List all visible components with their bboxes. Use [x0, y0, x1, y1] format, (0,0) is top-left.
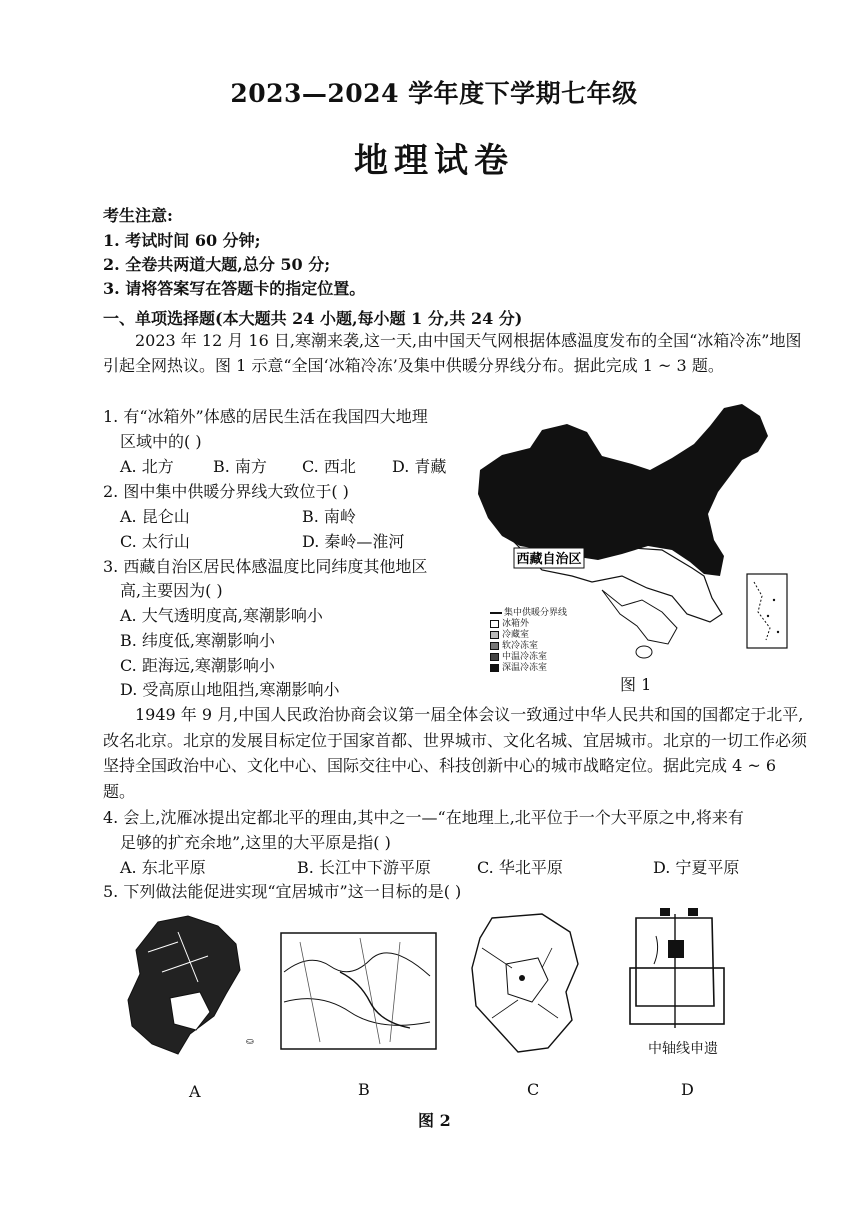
- notice-item: 1. 考试时间 60 分钟;: [103, 231, 261, 250]
- question-1-stem: 1. 有“冰箱外”体感的居民生活在我国四大地理: [103, 407, 428, 426]
- question-3-stem-cont: 高,主要因为( ): [120, 581, 223, 600]
- q4-option-b[interactable]: B. 长江中下游平原: [297, 858, 431, 877]
- legend-label: 深温冷冻室: [502, 663, 548, 673]
- fig2-label-a: A: [189, 1082, 201, 1101]
- q4-option-c[interactable]: C. 华北平原: [477, 858, 563, 877]
- figure-2-caption: 图 2: [418, 1111, 451, 1130]
- q4-option-d[interactable]: D. 宁夏平原: [653, 858, 740, 877]
- question-3-stem: 3. 西藏自治区居民体感温度比同纬度其他地区: [103, 557, 428, 576]
- question-4-stem: 4. 会上,沈雁冰提出定都北平的理由,其中之一—“在地理上,北平位于一个大平原之中,将来有: [103, 808, 744, 827]
- q1-option-a[interactable]: A. 北方: [120, 457, 174, 476]
- notice-item: 3. 请将答案写在答题卡的指定位置。: [103, 279, 366, 298]
- q1-option-d[interactable]: D. 青藏: [392, 457, 447, 476]
- q3-option-a[interactable]: A. 大气透明度高,寒潮影响小: [120, 606, 323, 625]
- q2-option-a[interactable]: A. 昆仑山: [120, 507, 190, 526]
- option-b-river-map[interactable]: [280, 932, 437, 1050]
- notice-heading: 考生注意:: [103, 206, 173, 225]
- q1-option-c[interactable]: C. 西北: [302, 457, 356, 476]
- tibet-region-label: 西藏自治区: [516, 552, 582, 567]
- legend-label: 冷藏室: [502, 630, 530, 640]
- exam-year-title: 2023—2024 学年度下学期七年级: [230, 79, 638, 108]
- section-heading: 一、单项选择题(本大题共 24 小题,每小题 1 分,共 24 分): [103, 309, 523, 328]
- material-paragraph-1: 2023 年 12 月 16 日,寒潮来袭,这一天,由中国天气网根据体感温度发布的全国“冰箱冷冻”地图引起全网热议。图 1 示意“全国‘冰箱冷冻’及集中供暖分界线分布。据此完成 1 ~ 3 题。: [103, 331, 802, 375]
- legend-label: 中温冷冻室: [502, 652, 548, 662]
- q2-option-d[interactable]: D. 秦岭—淮河: [302, 532, 405, 551]
- svg-text:⛀: ⛀: [246, 1037, 254, 1047]
- question-1-stem-cont: 区域中的( ): [120, 432, 202, 451]
- option-d-axis-map[interactable]: [600, 906, 750, 1036]
- q3-option-d[interactable]: D. 受高原山地阻挡,寒潮影响小: [120, 680, 340, 699]
- fig2-label-d: D: [681, 1080, 694, 1099]
- fig2-label-c: C: [527, 1080, 540, 1099]
- q1-option-b[interactable]: B. 南方: [213, 457, 267, 476]
- option-d-caption: 中轴线申遗: [648, 1041, 718, 1057]
- notice-item: 2. 全卷共两道大题,总分 50 分;: [103, 255, 331, 274]
- question-4-stem-cont: 足够的扩充余地”,这里的大平原是指( ): [120, 833, 391, 852]
- q2-option-c[interactable]: C. 太行山: [120, 532, 190, 551]
- legend-label: 集中供暖分界线: [504, 608, 568, 618]
- legend-label: 软冷冻室: [502, 641, 539, 651]
- question-5-stem: 5. 下列做法能促进实现“宜居城市”这一目标的是( ): [103, 882, 462, 901]
- q3-option-b[interactable]: B. 纬度低,寒潮影响小: [120, 631, 276, 650]
- legend-label: 冰箱外: [502, 619, 530, 629]
- question-2-stem: 2. 图中集中供暖分界线大致位于( ): [103, 482, 349, 501]
- fig2-label-b: B: [358, 1080, 370, 1099]
- option-a-beijing-map[interactable]: [118, 912, 263, 1060]
- q4-option-a[interactable]: A. 东北平原: [120, 858, 206, 877]
- legend-item: [490, 660, 547, 673]
- exam-subject-title: 地理试卷: [354, 141, 514, 181]
- q2-option-b[interactable]: B. 南岭: [302, 507, 356, 526]
- option-c-region-map[interactable]: [462, 908, 592, 1058]
- q3-option-c[interactable]: C. 距海远,寒潮影响小: [120, 656, 275, 675]
- figure-1-caption: 图 1: [620, 675, 652, 694]
- material-paragraph-2: 1949 年 9 月,中国人民政治协商会议第一届全体会议一致通过中华人民共和国的国都定于北平,改名北京。北京的发展目标定位于国家首都、世界城市、文化名城、宜居城市。北京的一切工作必须坚持全国政治中心、文化中心、国际交往中心、科技创新中心的城市战略定位。据此完成 4 ~ 6 题。: [103, 705, 808, 801]
